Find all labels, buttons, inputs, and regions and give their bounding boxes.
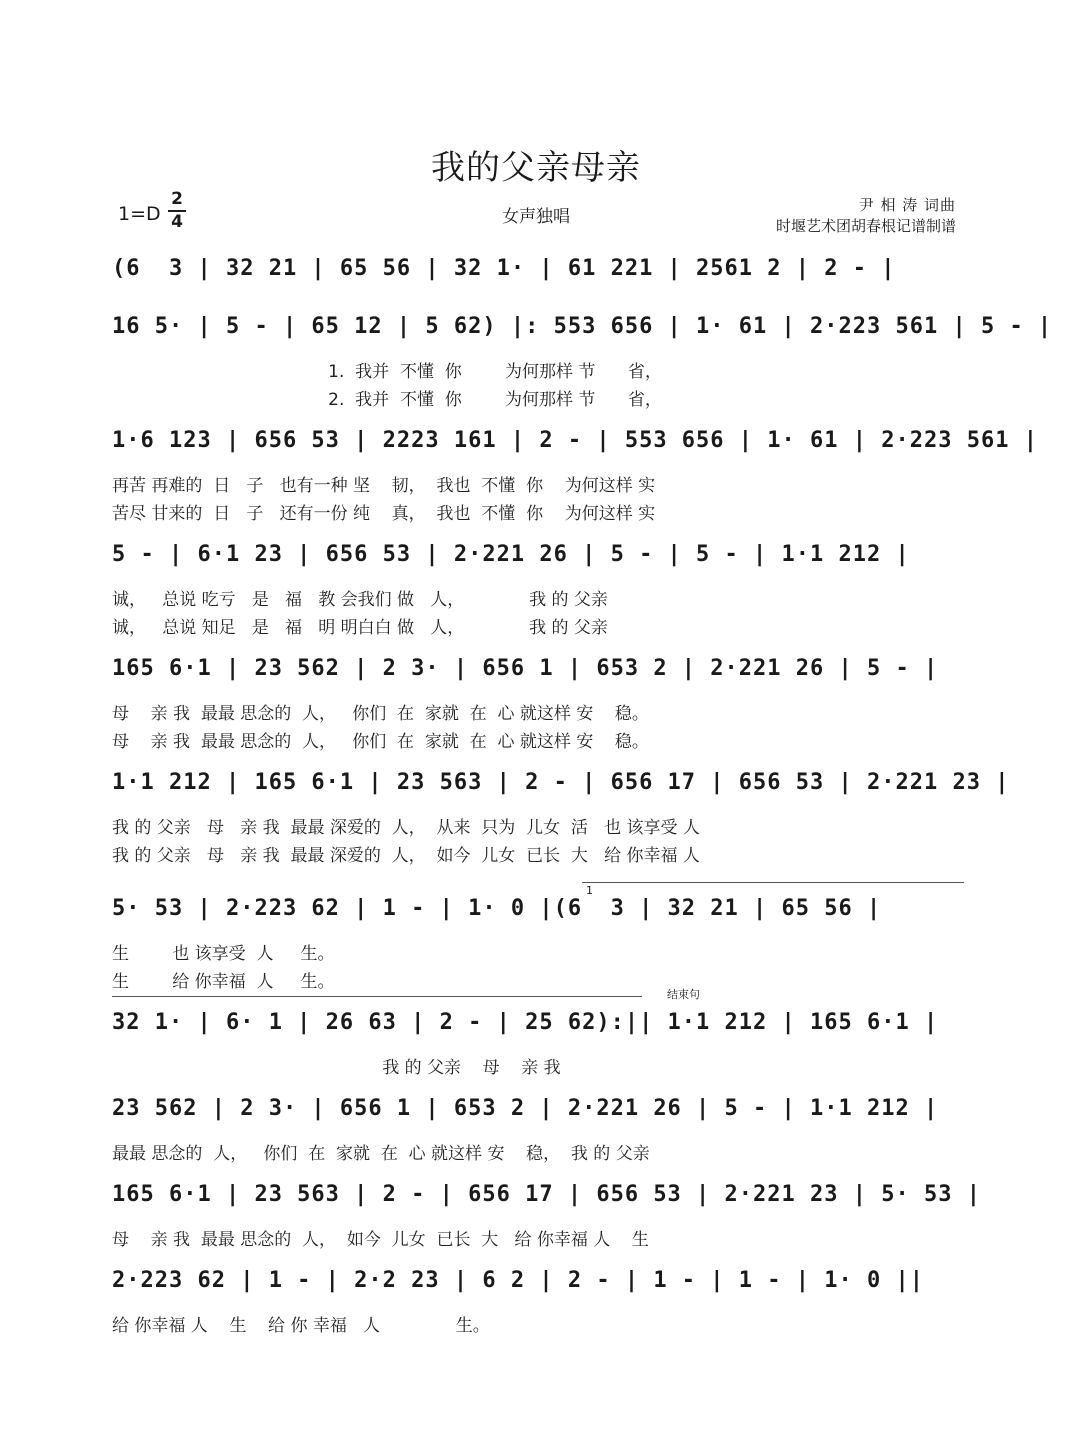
- volta-bracket-continued: [112, 996, 642, 997]
- notation-line: 23 562 | 2 3· | 656 1 | 653 2 | 2·221 26 | 5 - | 1·1 212 |: [112, 1096, 939, 1121]
- lyric-verse-2: 我 的 父亲 母 亲 我 最最 深爱的 人， 如今 儿女 已长 大 给 你幸福 人: [112, 846, 700, 866]
- notation-line: 1·1 212 | 165 6·1 | 23 563 | 2 - | 656 17 | 656 53 | 2·221 23 |: [112, 770, 1010, 795]
- meter-top: 2: [171, 189, 183, 209]
- lyric-verse-2: 苦尽 甘来的 日 子 还有一份 纯 真， 我也 不懂 你 为何这样 实: [112, 504, 656, 524]
- lyric-verse-1: 再苦 再难的 日 子 也有一种 坚 韧， 我也 不懂 你 为何这样 实: [112, 476, 656, 496]
- notation-line: 1·6 123 | 656 53 | 2223 161 | 2 - | 553 656 | 1· 61 | 2·223 561 |: [112, 428, 1038, 453]
- lyric-verse-2: 诚， 总说 知足 是 福 明 明白白 做 人， 我 的 父亲: [112, 618, 608, 638]
- lyric-verse-1: 生 也 该享受 人 生。: [112, 944, 335, 964]
- lyric-line: 最最 思念的 人， 你们 在 家就 在 心 就这样 安 稳， 我 的 父亲: [112, 1144, 650, 1164]
- volta-number: 1: [586, 884, 593, 897]
- lyric-verse-1: 我 的 父亲 母 亲 我 最最 深爱的 人， 从来 只为 儿女 活 也 该享受 人: [112, 818, 700, 838]
- lyric-line: 给 你幸福 人 生 给 你 幸福 人 生。: [112, 1316, 490, 1336]
- lyric-verse-2: 生 给 你幸福 人 生。: [112, 972, 335, 992]
- volta-bracket: [582, 882, 964, 883]
- lyric-verse-1: 母 亲 我 最最 思念的 人， 你们 在 家就 在 心 就这样 安 稳。: [112, 704, 649, 724]
- lyric-verse-1: 1. 我并 不懂 你 为何那样 节 省，: [112, 362, 662, 382]
- ending-label: 结束句: [667, 988, 700, 1001]
- song-title: 我的父亲母亲: [431, 148, 641, 188]
- notation-line: 5 - | 6·1 23 | 656 53 | 2·221 26 | 5 - | 5 - | 1·1 212 |: [112, 542, 910, 567]
- performance-type: 女声独唱: [502, 207, 570, 227]
- notation-line: 32 1· | 6· 1 | 26 63 | 2 - | 25 62):|| 1·1 212 | 165 6·1 |: [112, 1010, 939, 1035]
- key-signature: 1=D: [118, 203, 161, 225]
- notation-line: 165 6·1 | 23 563 | 2 - | 656 17 | 656 53 | 2·221 23 | 5· 53 |: [112, 1182, 981, 1207]
- notation-line: 165 6·1 | 23 562 | 2 3· | 656 1 | 653 2 | 2·221 26 | 5 - |: [112, 656, 939, 681]
- notation-line: 2·223 62 | 1 - | 2·2 23 | 6 2 | 2 - | 1 - | 1 - | 1· 0 ||: [112, 1268, 924, 1293]
- lyric-line: 母 亲 我 最最 思念的 人， 如今 儿女 已长 大 给 你幸福 人 生: [112, 1230, 649, 1250]
- arranger-credit: 时堰艺术团胡春根记谱制谱: [775, 217, 956, 235]
- lyric-verse-2: 母 亲 我 最最 思念的 人， 你们 在 家就 在 心 就这样 安 稳。: [112, 732, 649, 752]
- meter-bottom: 4: [171, 212, 183, 232]
- lyric-line: 我 的 父亲 母 亲 我: [112, 1058, 561, 1078]
- notation-line: 16 5· | 5 - | 65 12 | 5 62) |: 553 656 | 1· 61 | 2·223 561 | 5 - |: [112, 314, 1053, 339]
- notation-line: 5· 53 | 2·223 62 | 1 - | 1· 0 |(6 3 | 32 21 | 65 56 |: [112, 896, 882, 921]
- composer-credit: 尹 相 涛 词曲: [858, 196, 956, 214]
- notation-line: (6 3 | 32 21 | 65 56 | 32 1· | 61 221 | 2561 2 | 2 - |: [112, 256, 896, 281]
- lyric-verse-1: 诚， 总说 吃亏 是 福 教 会我们 做 人， 我 的 父亲: [112, 590, 608, 610]
- lyric-verse-2: 2. 我并 不懂 你 为何那样 节 省，: [112, 390, 662, 410]
